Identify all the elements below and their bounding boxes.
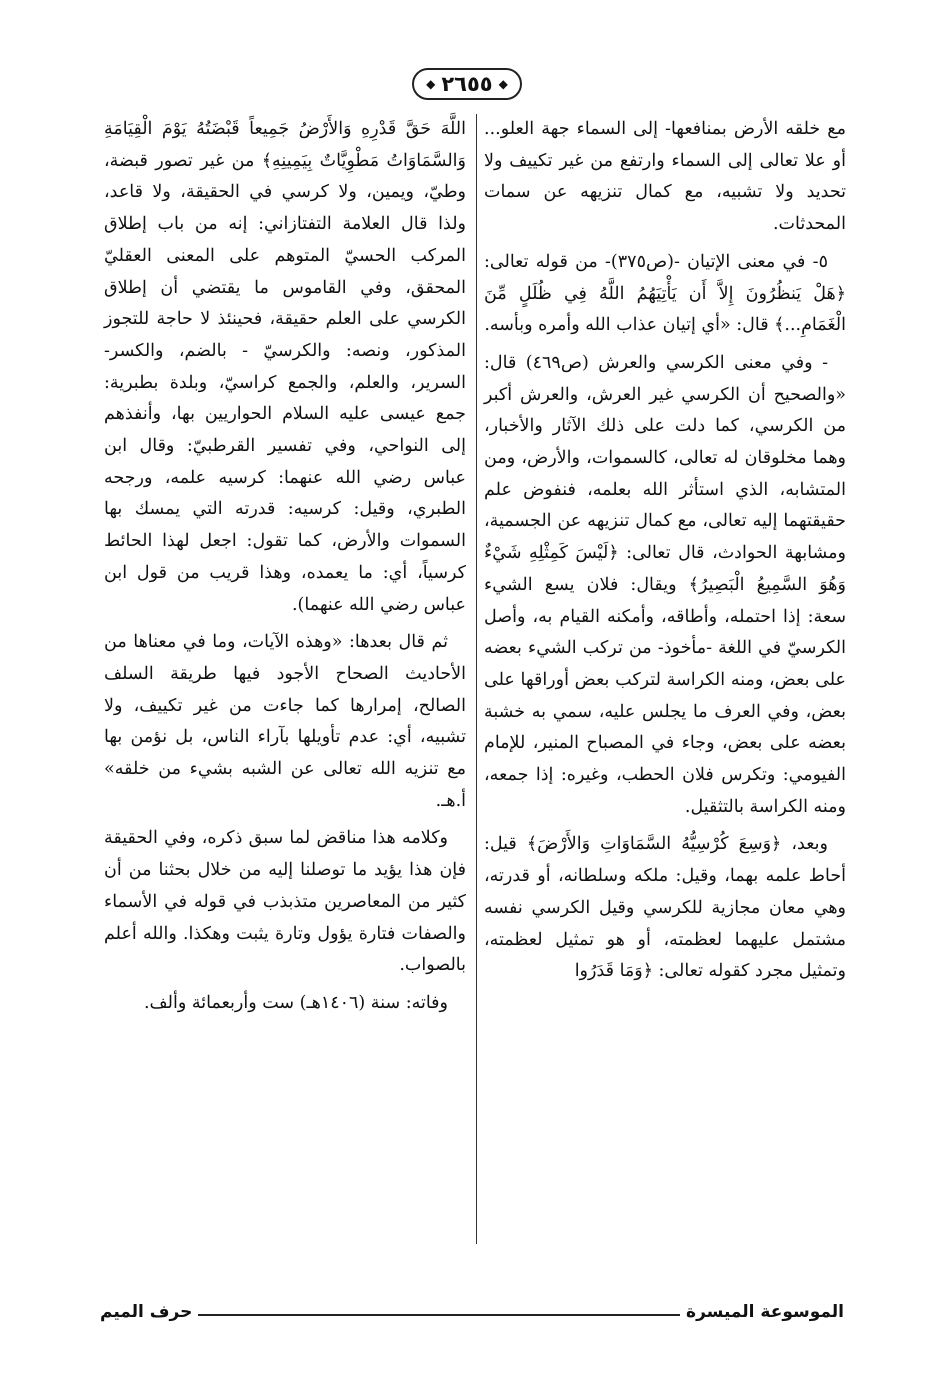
paragraph: وفاته: سنة (١٤٠٦هـ) ست وأربعمائة وألف.: [143, 992, 448, 1013]
paragraph: وبعد، ﴿وَسِعَ كُرْسِيُّهُ السَّمَاوَاتِ وَالأَرْضَ﴾ قيل: أحاط علمه بهما، وقيل: ملكه وسلطانه، أو قدرته، وهي معان مجازية للكرسي وقيل الكرسي نفسه مشتمل عليهما لعظمته، أو هو تمثيل لعظمته، وتمثيل مجرد كقوله تعالى: ﴿وَمَا قَدَرُوا: [484, 834, 846, 982]
right-column: [484, 114, 846, 994]
section-title: حرف الميم: [100, 1302, 193, 1322]
ornament-dot-icon: ◆: [426, 77, 436, 91]
left-column: [104, 114, 466, 1026]
page-footer: [100, 1290, 844, 1322]
paragraph: ثم قال بعدها: «وهذه الآيات، وما في معناها من الأحاديث الصحاح الأجود فيها طريقة السلف الصالح، إمرارها كما جاءت من غير تكييف، ولا تشبيه، أي: عدم تأويلها بآراء الناس، بل نؤمن بها مع تنزيه الله تعالى عن الشبه بشيء من خلقه» أ.هـ.: [104, 632, 466, 811]
footer-rule: [198, 1314, 680, 1316]
ornament-dot-icon: ◆: [498, 77, 508, 91]
page-number: ٢٦٥٥: [441, 72, 493, 96]
column-divider: [476, 114, 477, 1244]
paragraph: اللَّهَ حَقَّ قَدْرِهِ وَالأَرْضُ جَمِيعاً قَبْضَتُهُ يَوْمَ الْقِيَامَةِ وَالسَّمَاوَاتُ مَطْوِيَّاتٌ بِيَمِينِهِ﴾ من غير تصور قبضة، وطيّ، ويمين، ولا كرسي في الحقيقة، ولا قاعد، ولذا قال العلامة التفتازاني: إنه من باب إطلاق المركب الحسيّ المتوهم على المعنى العقليّ المحقق، وفي القاموس ما يقتضي أن إطلاق الكرسي على العلم حقيقة، فحينئذ لا حاجة للتجوز المذكور، ونصه: والكرسيّ - بالضم، والكسر- السرير، والعلم، والجمع كراسيّ، وبلدة بطبرية: جمع عيسى عليه السلام الحواريين بها، وأنفذهم إلى النواحي، وفي تفسير القرطبيّ: وقال ابن عباس رضي الله عنهما: كرسيه علمه، ورجحه الطبري، وقيل: كرسيه: قدرته التي يمسك بها السموات والأرض، كما تقول: اجعل لهذا الحائط كرسياً، أي: ما يعمده، وهذا قريب من قول ابن عباس رضي الله عنهما).: [104, 119, 466, 615]
paragraph: ٥- في معنى الإتيان -(ص٣٧٥)- من قوله تعالى: ﴿هَلْ يَنظُرُونَ إِلاَّ أَن يَأْتِيَهُمُ اللَّهُ فِي ظُلَلٍ مِّنَ الْغَمَامِ...﴾ قال: «أي إتيان عذاب الله وأمره وبأسه.: [484, 251, 846, 336]
book-title: الموسوعة الميسرة: [686, 1302, 844, 1322]
paragraph: وكلامه هذا مناقض لما سبق ذكره، وفي الحقيقة فإن هذا يؤيد ما توصلنا إليه من خلال بحثنا من أن كثير من المعاصرين متذبذب في قوله في الأسماء والصفات فتارة يؤول وتارة يثبت وهكذا. والله أعلم بالصواب.: [104, 828, 466, 976]
page-header: [0, 68, 934, 108]
page-number-ornament: [412, 68, 522, 100]
paragraph: - وفي معنى الكرسي والعرش (ص٤٦٩) قال: «والصحيح أن الكرسي غير العرش، والعرش أكبر من الكرسي، كما دلت على ذلك الآثار والأخبار، وهما مخلوقان له تعالى، كالسموات، والأرض، ومن المتشابه، الذي استأثر الله بعلمه، فنفوض علم حقيقتهما إليه تعالى، مع كمال تنزيهه عن الجسمية، ومشابهة الحوادث، قال تعالى: ﴿لَيْسَ كَمِثْلِهِ شَيْءٌ وَهُوَ السَّمِيعُ الْبَصِيرُ﴾ ويقال: فلان يسع الشيء سعة: إذا احتمله، وأطاقه، وأمكنه القيام به، وأصل الكرسيّ في اللغة -مأخوذ- من تركب الشيء بعضه على بعض، ومنه الكراسة لتركب بعض أوراقها على بعض، وفي العرف ما يجلس عليه، سمي به خشبة بعضه على بعض، وجاء في المصباح المنير، للإمام الفيومي: وتكرس فلان الحطب، وغيره: إذا جمعه، ومنه الكراسة بالتثقيل.: [484, 352, 846, 817]
paragraph: مع خلقه الأرض بمنافعها- إلى السماء جهة العلو... أو علا تعالى إلى السماء وارتفع من غير تكييف ولا تحديد ولا تشبيه، مع كمال تنزيهه عن سمات المحدثات.: [484, 119, 846, 235]
